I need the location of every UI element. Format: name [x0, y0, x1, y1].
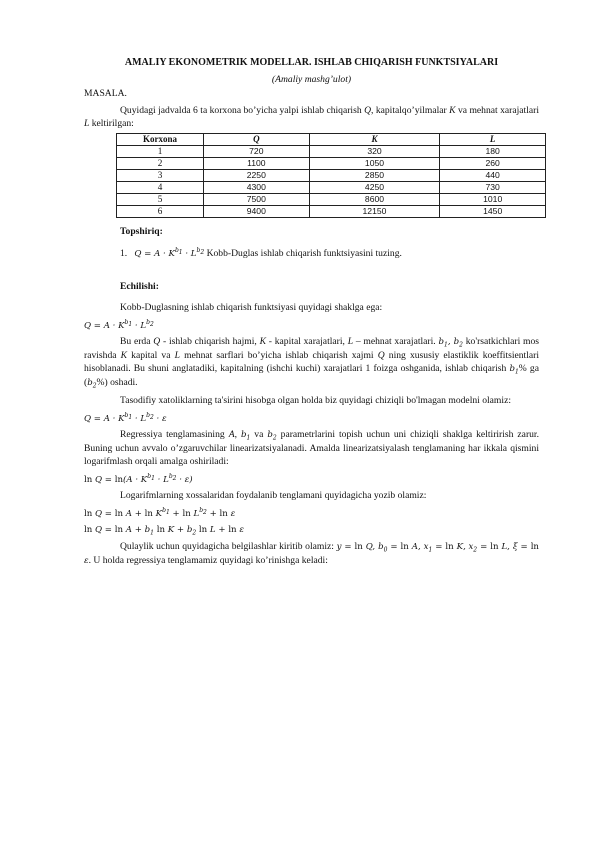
table-cell: 7500	[204, 194, 310, 206]
table-cell: 2250	[204, 170, 310, 182]
table-cell: 1010	[440, 194, 546, 206]
table-header-row	[117, 134, 546, 146]
formula-log-sum: $\ln Q = \ln A + \ln K^{b_1} + \ln L^{b_2} + \ln \varepsilon$	[84, 507, 236, 520]
table-cell: 8600	[309, 194, 440, 206]
col-header-k: K	[309, 134, 440, 146]
cobb-douglas-formula: $Q = A \cdot K^{b_1} \cdot L^{b_2}$	[134, 247, 205, 260]
data-table	[116, 133, 546, 218]
table-row	[117, 158, 546, 170]
table-cell: 730	[440, 182, 546, 194]
solution-paragraph-3: Tasodifiy xatoliklarning ta'sirini hisobga olgan holda biz quyidagi chiziqli bo'lmagan modelni olamiz:	[120, 394, 511, 406]
document-body	[84, 56, 539, 568]
formula-log-linear: $\ln Q = \ln A + b_1$ $\ln K + b_2$ ln L + ln ε	[84, 524, 244, 537]
table-cell: 4	[117, 182, 204, 194]
page-title: AMALIY EKONOMETRIK MODELLAR. ISHLAB CHIQARISH FUNKTSIYALARI	[124, 57, 499, 68]
table-cell: 5	[117, 194, 204, 206]
col-header-l: L	[440, 134, 546, 146]
solution-paragraph-5: Logarifmlarning xossalaridan foydalanib tenglamani quyidagicha yozib olamiz:	[120, 490, 427, 502]
table-cell: 440	[440, 170, 546, 182]
col-header-korxona: Korxona	[117, 134, 204, 146]
table-cell: 720	[204, 146, 310, 158]
masala-label: MASALA.	[84, 88, 127, 100]
table-cell: 6	[117, 206, 204, 218]
table-row	[117, 170, 546, 182]
table-cell: 2	[117, 158, 204, 170]
table-cell: 12150	[309, 206, 440, 218]
solution-paragraph-6: Qulaylik uchun quyidagicha belgilashlar kiritib olamiz: y = ln Q, $b_0 = \ln A$, $x_1 = \ln K$, $x_2 = \ln L$, ξ = ln ε. U holda regressiya tenglamamiz quyidagi ko’rinishga keladi:	[84, 541, 539, 567]
intro-paragraph: Quyidagi jadvalda 6 ta korxona bo’yicha yalpi ishlab chiqarish Q, kapitalqo’yilmalar K va mehnat xarajatlari L keltirilgan:	[84, 105, 539, 130]
solution-paragraph-2: Bu erda Q - ishlab chiqarish hajmi, K - kapital xarajatlari, L – mehnat xarajatlari. $b_1$, $b_2$ ko'rsatkichlari mos ravishda K kapital va L mehnat sarflari bo’yicha ishlab chiqarish xajmi Q ning xususiy elastiklik koeffitsientlari hisoblanadi. Bu shuni anglatadiki, kapitalning (ishchi kuchi) xarajatlari 1 foizga oshganida, ishlab chiqarish $b_1\%$ ga $(b_2\%)$ oshadi.	[84, 336, 540, 390]
table-cell: 1450	[440, 206, 546, 218]
formula-log: $\ln Q = \ln(A \cdot K^{b_1} \cdot L^{b_2} \cdot \varepsilon)$	[84, 472, 193, 485]
table-row	[117, 194, 546, 206]
table-row	[117, 182, 546, 194]
table-cell: 1100	[204, 158, 310, 170]
page-subtitle: (Amaliy mashg’ulot)	[271, 73, 352, 85]
solution-paragraph-1: Kobb-Duglasning ishlab chiqarish funktsiyasi quyidagi shaklga ega:	[120, 301, 383, 313]
table-cell: 4300	[204, 182, 310, 194]
formula-with-error: $Q = A \cdot K^{b_1} \cdot L^{b_2} \cdot \varepsilon$	[84, 411, 167, 424]
table-cell: 180	[440, 146, 546, 158]
solution-paragraph-4: Regressiya tenglamasining A, $b_1$ va $b_2$ parametrlarini topish uchun uni chiziqli shaklga keltirirish zarur. Buning uchun avvalo o’zgaruvchilar linearizatsiyalanadi. Amalda linearizatsiyalash tenglamaning har ikkala qismini logarifmlash orqali amalga oshiriladi:	[84, 429, 539, 467]
table-row	[117, 206, 546, 218]
table-cell: 2850	[309, 170, 440, 182]
table-cell: 1050	[309, 158, 440, 170]
table-cell: 4250	[309, 182, 440, 194]
task-item: 1. $Q = A \cdot K^{b_1} \cdot L^{b_2}$ Kobb-Duglas ishlab chiqarish funktsiyasini tuzing.	[120, 247, 402, 260]
formula-cobb-douglas: $Q = A \cdot K^{b_1} \cdot L^{b_2}$	[84, 318, 154, 331]
topshiriq-heading: Topshiriq:	[120, 226, 163, 238]
table-cell: 260	[440, 158, 546, 170]
table-cell: 320	[309, 146, 440, 158]
table-row	[117, 146, 546, 158]
col-header-q: Q	[204, 134, 310, 146]
echilishi-heading: Echilishi:	[120, 280, 159, 292]
table-cell: 1	[117, 146, 204, 158]
table-cell: 3	[117, 170, 204, 182]
table-cell: 9400	[204, 206, 310, 218]
